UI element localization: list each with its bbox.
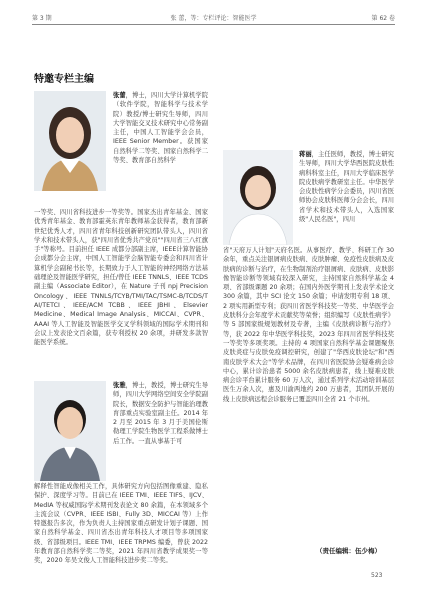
editor-2-name: 张雅: [113, 382, 126, 389]
page-number: 523: [371, 572, 383, 579]
editor-2-intro: [113, 381, 208, 446]
portrait-icon: [223, 150, 293, 245]
editor-3-name: 蒋丽: [299, 151, 312, 158]
editor-1-text-a: ，博士，四川大学计算机学院（软件学院，智能科学与技术学院）教授/博士研究生导师，四川大学智能交叉技术研究中心常务副主任，中国人工智能学会会员，IEEE Senior Member。获国家自然科学二等奖、国家自然科学二等奖、教育部自然科学: [113, 92, 208, 165]
responsible-editor-note: （责任编辑：伍少梅）: [316, 547, 381, 555]
editor-1-continued: 一等奖、四川省科技进步一等奖等。国家杰出青年基金、国家优秀青年基金、教育部霍英东青年教师基金获得者，教育部新世纪优秀人才，四川省青年科技创新研究团队带头人，四川省学术和技术带头人，获"四川省优秀共产党员""四川省三八红旗手"等称号。目前担任 IEEE 成都分部副主席，IEEE计算智能协会成都分会主席，中国人工智能学会脑智能专委会和四川省计算机学会副秘书长等，长期致力于人工智能的神经网络方法基础理论及智能医学研究，担任/曾任 IEEE TNNLS、IEEE TCDS 副主编（Associate Editor），在 Nature 子刊 npj Precision Oncology、IEEE TNNLS/TCYB/TMI/TAC/TSMC-B/TCDS/T AI/TETCI、IEEE/ACM TCBB、IEEE JBHI、Elsevier Medicine、Medical Image Analysis、MICCAI、CVPR、AAAI 等人工智能及智能医学交叉学科领域的国际学术期刊和会议上发表论文百余篇，获专利授权 20 余项，并研发多款智能医学系统。: [34, 209, 208, 347]
issue-label: 第 3 期: [32, 15, 52, 22]
volume-label: 第 62 卷: [371, 15, 395, 22]
editor-2-continued-left: [34, 482, 208, 566]
editor-3-text-a: ，主任医师，教授，博士研究生导师，四川大学华西医院皮肤性病科科室主任，四川大学临床医学院皮肤病学教研室主任。中华医学会皮肤性病学分会委员，四川省医师协会皮肤科医师分会会长，四川省学术和技术带头人，入选国家级"人民名医"，四川: [299, 151, 394, 224]
running-title: 张 蕾，等：专栏评论：智能医学: [170, 15, 257, 22]
editor-1-intro: [113, 91, 208, 165]
running-header: [32, 10, 395, 25]
editor-photo-2: [34, 381, 106, 481]
editor-photo-1: [34, 91, 106, 191]
section-title: 特邀专栏主编: [34, 74, 94, 85]
editor-1-name: 张蕾: [113, 92, 126, 99]
editor-3-intro: [299, 150, 394, 224]
editor-2-text-a: ，博士，教授，博士研究生导师，四川大学网络空间安全学院副院长，数据安全防护与智能治理教育部重点实验室副主任。2014 年 2 月至 2015 年 3 月于美国伦斯勒理工学院生物医学工程系做博士后工作。一直从事基于可: [113, 382, 208, 445]
portrait-icon: [34, 381, 106, 481]
editor-photo-3: [223, 150, 293, 245]
portrait-icon: [34, 91, 106, 191]
editor-3-continued: 省"天府万人计划"天府名医。从事医疗、教学、科研工作 30 余年，重点关注银屑病皮肤病、皮肤肿瘤、免疫性皮肤病及皮肤病的诊断与治疗，在生物制剂治疗银屑病、皮肤病、皮肤影像智能诊断等领域有较深入研究，主持国家自然科学基金 4 项、省部级课题 20 余项；在国内外医学期刊上发表学术论文 300 余篇，其中 SCI 论文 150 余篇；申请发明专利 18 项、2 项实用新型专利；获四川省医学科技奖一等奖、中华医学会皮肤科分会年度学术贡献奖等荣誉；组织编写《皮肤性病学》等 5 部国家级规划教材及专著，主编《皮肤病诊断与治疗》等，获 2022 年中华医学科技奖，2023 年四川省医学科技奖一等奖等多项奖项。主持的 4 项国家自然科学基金课题聚焦皮肤炎症与皮肤免疫调控研究，创建了"华西皮肤论坛"和"西南皮肤学术大会"等学术品牌，在四川省医院协会疑难病会诊中心，累计诊治患者 5000 余名皮肤病患者，线上疑难皮肤病会诊平台累计服务 60 万人次，通过系列学术活动培训基层医生万余人次，惠及川渝两地约 200 万患者，其团队开展的线上皮肤病远程会诊服务已覆盖四川全省 21 个市州。: [223, 247, 394, 403]
editor-2-text-b: 解释性智能成像相关工作，具体研究方向包括图像重建、隐私保护、深度学习等。目前已在 IEEE TMI、IEEE TIFS、IJCV、MedIA 等权威国际学术期刊发表论文 80 余篇，在本领域多个主流会议（CVPR、IEEE ISBI、Fully 3D、MICCAI 等）上作特邀报告多次，作为负责人主持国家重点研发计划子课题、国家自然科学基金、四川省杰出青年科技人才项目等多项国家级、省部级项目。IEEE TMI、IEEE TRPMS 编委，曾获 2022 年教育部自然科学奖二等奖，2021 年四川省教学成果奖一等奖，2020 年吴文俊人工智能科技进步奖二等奖。: [34, 483, 208, 565]
